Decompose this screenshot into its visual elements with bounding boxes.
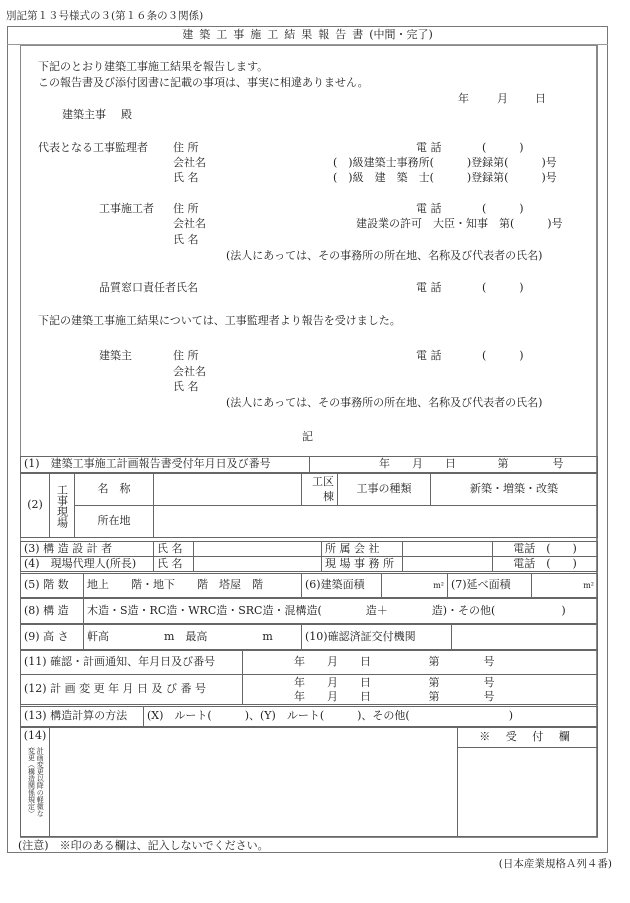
row-5-label: (5) 階 数: [21, 574, 84, 598]
row-2-table: [20, 473, 598, 538]
date-year: 年: [458, 92, 469, 105]
row-1-number: 第 号: [497, 457, 564, 471]
reception-box: [458, 748, 598, 837]
supervisor-architect-line: ( )級 建 築 士( )登録第( )号: [333, 171, 557, 184]
row-12-number-2: 第 号: [428, 689, 495, 703]
owner-company-label: 会社名: [173, 365, 206, 378]
contractor-company-label: 会社名: [173, 217, 206, 230]
paper-size-note: (日本産業規格Ａ列４番): [498, 858, 612, 870]
received-statement: 下記の建築工事施工結果については、工事監理者より報告を受けました。: [38, 314, 401, 327]
owner-corporate-note: (法人にあっては、その事務所の所在地、名称及び代表者の氏名): [226, 396, 543, 409]
row-14-desc-col2: 変更（構造関係規定）: [27, 746, 36, 817]
row-3-company-label: 所 属 会 社: [322, 542, 403, 557]
supervisor-role: 代表となる工事監理者: [38, 141, 148, 154]
row-12-number-1: 第 号: [428, 675, 495, 689]
date-month: 月: [497, 92, 508, 105]
location-input[interactable]: [154, 506, 598, 538]
structure-options[interactable]: 木造・S造・RC造・WRC造・SRC造・混構造( 造＋ 造)・その他( ): [84, 599, 598, 624]
row-1-date: 年 月 日: [379, 457, 456, 471]
row-1-table: [20, 456, 598, 473]
row-14-desc: [22, 747, 48, 817]
work-type-options[interactable]: 新築・増築・改築: [431, 474, 598, 506]
title-main: 建築工事施工結果報告書: [182, 28, 370, 41]
contractor-role: 工事施工者: [99, 202, 154, 215]
row-5-table: [20, 573, 598, 598]
row-12-label: (12) 計 画 変 更 年 月 日 及 び 番 号: [21, 675, 243, 705]
row-12-date-1: 年 月 日: [294, 675, 371, 689]
date-day: 日: [535, 92, 546, 105]
row-4-phone[interactable]: 電話 ( ): [493, 557, 598, 572]
row-4-office-label: 現 場 事 務 所: [322, 557, 403, 572]
building-label: 棟: [323, 489, 334, 503]
intro-line-2: この報告書及び添付図書に記載の事項は、事実に相違ありません。: [38, 76, 369, 89]
contractor-address-label: 住 所: [173, 202, 199, 215]
row-14-table: [20, 727, 598, 837]
row-11-label: (11) 確認・計画通知、年月日及び番号: [21, 651, 243, 675]
owner-phone-field[interactable]: ( ): [482, 349, 524, 362]
rows-3-4-table: [20, 541, 598, 572]
confirm-agency-label: (10)確認済証交付機関: [302, 625, 452, 650]
form-reference: 別記第１３号様式の３(第１６条の３関係): [6, 10, 204, 22]
row-14-label-cell: [21, 728, 50, 837]
row-13-table: [20, 706, 598, 727]
owner-address-label: 住 所: [173, 349, 199, 362]
row-13-label: (13) 構造計算の方法: [21, 707, 144, 727]
quality-phone-label: 電 話: [416, 281, 442, 294]
floors-input[interactable]: 地上 階・地下 階 塔屋 階: [84, 574, 302, 598]
ward-label: 工区: [312, 475, 334, 489]
row-4-name-input[interactable]: [194, 557, 322, 572]
site-label-cell: [50, 474, 75, 538]
contractor-name-label: 氏 名: [173, 233, 199, 246]
row-3-name-label: 氏 名: [154, 542, 194, 557]
building-area-label: (6)建築面積: [302, 574, 382, 598]
site-name-label: 名 称: [75, 474, 154, 506]
row-4-name-label: 氏 名: [154, 557, 194, 572]
row-8-label: (8) 構 造: [21, 599, 84, 624]
row-3-name-input[interactable]: [194, 542, 322, 557]
row-11-value[interactable]: [243, 651, 598, 675]
row-14-num: (14): [23, 729, 47, 742]
row-12-value[interactable]: [243, 675, 598, 705]
row-11-date: 年 月 日: [294, 655, 371, 669]
row-3-phone[interactable]: 電話 ( ): [493, 542, 598, 557]
row-3-label: (3) 構 造 設 計 者: [21, 542, 154, 557]
supervisor-company-label: 会社名: [173, 156, 206, 169]
row-4-label: (4) 現場代理人(所長): [21, 557, 154, 572]
confirm-agency-input[interactable]: [452, 625, 598, 650]
row-8-table: [20, 598, 598, 624]
supervisor-office-line: ( )級建築士事務所( )登録第( )号: [333, 156, 557, 169]
row-11-number: 第 号: [428, 655, 495, 669]
owner-name-label: 氏 名: [173, 380, 199, 393]
owner-role: 建築主: [99, 349, 132, 362]
site-name-input[interactable]: [154, 474, 302, 506]
contractor-phone-label: 電 話: [416, 202, 442, 215]
row-12-date-2: 年 月 日: [294, 689, 371, 703]
supervisor-phone-field[interactable]: ( ): [482, 141, 524, 154]
supervisor-address-label: 住 所: [173, 141, 199, 154]
work-type-label: 工事の種類: [338, 474, 431, 506]
row-1-value[interactable]: [310, 457, 598, 473]
floor-area-label: (7)延べ面積: [448, 574, 532, 598]
note: (注意) ※印のある欄は、記入しないでください。: [18, 839, 269, 852]
floor-area-unit: m²: [583, 581, 594, 591]
rows-11-12-table: [20, 650, 598, 705]
contractor-phone-field[interactable]: ( ): [482, 202, 524, 215]
row-4-office-input[interactable]: [403, 557, 493, 572]
intro-line-1: 下記のとおり建築工事施工結果を報告します。: [38, 60, 269, 73]
ki-marker: 記: [302, 430, 313, 443]
building-area-unit: m²: [433, 581, 444, 591]
quality-contact-label: 品質窓口責任者氏名: [99, 281, 198, 294]
height-input[interactable]: 軒高 m 最高 m: [84, 625, 302, 650]
row-14-desc-col1: 計画変更以降の軽微な: [36, 746, 45, 817]
row-2-num: (2): [21, 474, 50, 538]
row-9-label: (9) 高 さ: [21, 625, 84, 650]
calc-methods[interactable]: (X) ルート( )、(Y) ルート( )、その他( ): [144, 707, 598, 727]
site-label: 工事現場: [55, 483, 69, 528]
honorific: 殿: [121, 108, 132, 121]
location-label: 所在地: [75, 506, 154, 538]
floor-area-input[interactable]: [532, 574, 598, 598]
row-3-company-input[interactable]: [403, 542, 493, 557]
addressee: 建築主事: [62, 108, 106, 121]
ward-label-cell: [302, 474, 338, 506]
row-1-label: (1) 建築工事施工計画報告書受付年月日及び番号: [21, 457, 310, 473]
contractor-license-line: 建設業の許可 大臣・知事 第( )号: [356, 217, 563, 230]
row-9-table: [20, 624, 598, 650]
form-title: [7, 26, 608, 44]
minor-changes-input[interactable]: [50, 728, 458, 837]
quality-phone-field[interactable]: ( ): [482, 281, 524, 294]
supervisor-name-label: 氏 名: [173, 171, 199, 184]
title-suffix: (中間・完了): [369, 28, 433, 41]
owner-phone-label: 電 話: [416, 349, 442, 362]
supervisor-phone-label: 電 話: [416, 141, 442, 154]
building-area-input[interactable]: [382, 574, 448, 598]
reception-label: ※ 受 付 欄: [458, 728, 598, 748]
contractor-corporate-note: (法人にあっては、その事務所の所在地、名称及び代表者の氏名): [226, 249, 543, 262]
